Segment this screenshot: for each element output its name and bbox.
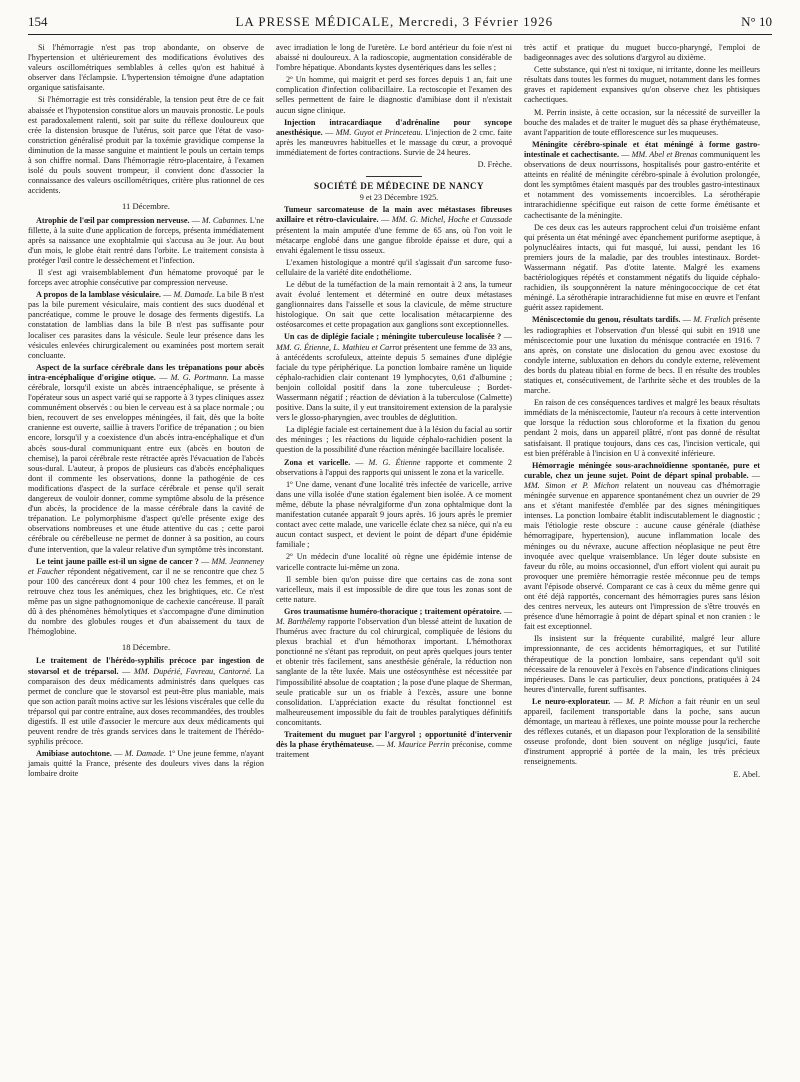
abstract-title: Un cas de diplégie faciale ; méningite tuberculeuse localisée ? [284, 332, 502, 342]
abstract-text: préconise, comme traitement [276, 740, 513, 760]
paragraph: En raison de ces conséquences tardives et malgré les beaux résultats immédiats de la méniscectomie, l'auteur n'a recours à cette intervention que lorsque la réduction sous chloroforme et la fixation du genou pendant 2 mois, dans un appareil plâtré, n'ont pas donné de résultat satisfaisant. Il pratique toujours, dans ces cas, l'incision verticale, qui est bien préférable à l'incision en U à convexité inférieure. [524, 398, 760, 458]
abstract-text: La masse cérébrale, lorsqu'il existe un abcès intraencéphalique, se présente à l'opérateur sous un aspect varié qui se rapporte à 3 types cliniques assez communément observés : ou bien le cerveau est à sa place normale ; ou bien, recouvert de ses enveloppes méningées, il fait, dès que la boîte cranienne est ouverte, saillie à travers l'orifice de trépanation ; ou bien encore, lorsqu'il y a coexistence d'un abcès intra-encéphalique et d'un abcès sous-dural communiquant entre eux (abcès en bouton de chemise), la paroi cérébrale reste rétractée après l'évacuation de l'abcès sous-dural. L'auteur, à propos de plusieurs cas d'abcès encéphaliques dont il commente les observations, donne la pathogénie de ces modifications d'aspect de la surface cérébrale et pense qu'il serait dangereux de vouloir donner, comme symptôme absolu de la présence d'un abcès, la procidence de la masse cérébrale dans la cavité de trépanation. Le polymorphisme d'aspect qu'elle présente exige des observations nombreuses et une étude attentive du cas ; cette paroi cérébrale ou cérébelleuse ne permet de donner à sa position, au cours d'une intervention, que la valeur relative d'un symptôme très inconstant. [28, 372, 265, 554]
session-date: 11 Décembre. [122, 201, 170, 212]
abstract-author: M. G. Portmann. [170, 372, 229, 382]
paragraph: Ils insistent sur la fréquente curabilité, malgré leur allure impressionnante, de ces accidents hémorragiques, et sur l'utilité thérapeutique de la ponction lombaire, sans cependant qu'il soit nécessaire de la renouveler à l'excès en l'absence d'indications cliniques impérieuses. Dans le cas particulier, deux ponctions, pratiquées à 24 heures d'intervalle, furent suffisantes. [524, 634, 760, 694]
abstract-title: Amibiase autochtone. [36, 749, 112, 759]
paragraph: Il s'est agi vraisemblablement d'un hématome provoqué par le forceps avec atrophie consécutive par compression nerveuse. [28, 267, 264, 288]
abstract: Méniscectomie du genou, résultats tardifs. — M. Frælich présente les radiographies et l'observation d'un blessé qui subit en 1918 une méniscectomie pour une luxation du ménisque contractée en 1916. 7 ans après, on constate une dislocation du genou avec exostose du condyle interne, subluxation en dehors du condyle externe, relèvement des bords du plateau tibial en forme de becs. Il en résulte des troubles statiques et, consécutivement, de l'arthrite sèche et des troubles de la marche. [524, 315, 761, 396]
abstract-title: Zona et varicelle. [284, 457, 351, 467]
abstract: Le neuro-explorateur. — M. P. Michon a fait réunir en un seul appareil, facilement transportable dans la poche, sans aucun démontage, un marteau à réflexes, une pointe mousse pour la recherche des réflexes cutanés, et un diapason pour l'exploration de la sensibilité osseuse profonde, dont bien souvent on néglige jusqu'ici, faute d'instrument approprié à portée de la main, les très précieux renseignements. [524, 696, 760, 767]
column-1 [28, 43, 264, 782]
paragraph: M. Perrin insiste, à cette occasion, sur la nécessité de surveiller la bouche des malades et de traiter le muguet dès sa phase érythémateuse, avant l'apparition de toute efflorescence sur les muqueuses. [524, 107, 760, 137]
section-divider [366, 176, 422, 177]
paragraph: Si l'hémorragie est très considérable, la tension peut être de ce fait abaissée et l'hypotension constitue alors un mauvais pronostic. Le pouls est paradoxalement ralenti, soit par suite du réflexe douloureux que crée la distension brusque de l'utérus, soit parce que l'état de vaso-constriction généralisé produit par la toxémie gravidique compense la diminution de la masse sanguine et maintient le pouls un certain temps à son chiffre normal. Dans l'hémorragie rétro-placentaire, à l'examen isolé du pouls souvent trompeur, il convient donc d'associer la connaissance des valeurs oscillométriques, critère plus rationnel de ces accidents. [28, 95, 264, 196]
abstract-author: M. Barthélemy [276, 616, 326, 626]
abstract-text: a fait réunir en un seul appareil, facilement transportable dans la poche, sans aucun démontage, un marteau à réflexes, une pointe mousse pour la recherche des réflexes cutanés, et un diapason pour l'exploration de la sensibilité osseuse profonde, dont bien souvent on néglige jusqu'ici, faute d'instrument approprié à portée de la main, les très précieux renseignements. [524, 696, 760, 767]
abstract-text: relatent un nouveau cas d'hémorragie méningée survenue en apparence spontanément chez un ouvrier de 29 ans et s'étant manifestée d'emblée par des signes méningitiques intenses. La ponction lombaire établit indiscutablement le diagnostic ; mais l'étiologie reste obscure : aucune cause générale (diathèse hémorragipare, hypertension), aucune inflammation locale des méninges ou du névraxe, aucune affection néoplasique ne peut être invoquée avec quelque vraisemblance. Un léger doute subsiste en faveur du rôle, au moins occasionnel, d'un effort violent qui aurait pu provoquer une première hémorragie restée méconnue peu de temps avant l'épisode observé. Comparant ce cas à ceux du même genre qui ont été déjà rapportés, concernant des hémorragies pures sans lésion des centres nerveux, les auteurs ont l'impression de s'être trouvés en présence d'une hémorragie à point de départ spinal et non cranien : le fait est exceptionnel. [524, 480, 761, 632]
paragraph: 2º Un médecin d'une localité où règne une épidémie intense de varicelle contracte lui-même un zona. [276, 552, 512, 572]
abstract-author: MM. Abel et Brenas [631, 149, 698, 159]
abstract-author: MM. Dupérié, Favreau, Cantorné. [133, 666, 252, 676]
abstract-text: La comparaison des deux médicaments administrés dans quelques cas permet de conclure que le stovarsol est peut-être plus maniable, mais que son action paraît moins active sur les lésions viscérales que celle du tréparsol qui par contre entraîne, aux doses recommandées, des troubles digestifs. Il est utile d'associer le mercure aux deux médicaments qui peuvent rendre de très grands services dans le traitement de l'hérédo-syphilis précoce. [28, 666, 264, 747]
abstract-title: Méningite cérébro-spinale et état méningé à forme gastro-intestinale et cachectisante. [524, 139, 760, 159]
abstract-title: A propos de la lamblase vésiculaire. [36, 290, 161, 300]
abstract-text: présentent une femme de 33 ans, à antécédents scrofuleux, atteinte depuis 5 semaines d'une diplégie faciale du type périphérique. La ponction lombaire ramène un liquide céphalo-rachidien clair contenant 19 lymphocytes, 0,61 d'albumine ; benjoin colloïdal positif dans la zone tuberculeuse ; Bordet-Wassermann négatif ; réaction de déviation à la tuberculose (Calmette) positive. Dans la suite, il y eut transitoirement extension de la paralysie vers le glosso-pharyngien, avec troubles de déglutition. [276, 342, 512, 423]
abstract-author: M. Damade. [124, 749, 166, 759]
abstract-title: Traitement du muguet par l'argyrol ; opportunité d'intervenir dès la phase érythémateuse. [276, 730, 512, 750]
abstract: Injection intracardiaque d'adrénaline pour syncope anesthésique. — MM. Guyot et Princeteau. L'injection de 2 cmc. faite après les manœuvres habituelles et le massage du cœur, a provoqué immédiatement de fortes contractions. Survie de 24 heures. [276, 117, 513, 157]
paragraph: très actif et pratique du muguet bucco-pharyngé, l'emploi de badigeonnages avec des solutions d'argyrol au dixième. [524, 43, 760, 63]
abstract: Atrophie de l'œil par compression nerveuse. — M. Cabannes. L'ne fillette, à la suite d'une application de forceps, présenta immédiatement après sa naissance une exophtalmie qui s'accusa au 3e jour. Au bout d'un mois, le globe était rentré dans l'orbite. Le traitement consista à protéger l'œil contre le dessèchement et l'infection. [28, 215, 265, 265]
paragraph: La diplégie faciale est certainement due à la lésion du facial au sortir des méninges ; les réactions du liquide céphalo-rachidien posent la question de la possibilité d'une réaction méningée bacillaire localisée. [276, 425, 512, 455]
abstract-title: Aspect de la surface cérébrale dans les trépanations pour abcès intra-encéphalique d'origine otique. [28, 362, 264, 382]
society-title: SOCIÉTÉ DE MÉDECINE DE NANCY [313, 181, 485, 192]
abstract: Le traitement de l'hérédo-syphilis précoce par ingestion de stovarsol et de tréparsol. — MM. Dupérié, Favreau, Cantorné. La comparaison des deux médicaments administrés dans quelques cas permet de conclure que le stovarsol est peut-être plus maniable, mais que son action paraît moins active sur les lésions viscérales que celle du tréparsol qui par contre entraîne, aux doses recommandées, des troubles digestifs. Il est utile d'associer le mercure aux deux médicaments qui peuvent rendre de très grands services dans le traitement de l'hérédo-syphilis précoce. [28, 656, 264, 747]
abstract-text: L'ne fillette, à la suite d'une application de forceps, présenta immédiatement après sa naissance une exophtalmie qui s'accusa au 3e jour. Au bout d'un mois, le globe était rentré dans l'orbite. Le traitement consista à protéger l'œil contre le dessèchement et l'infection. [28, 215, 265, 265]
abstract-text: L'injection de 2 cmc. faite après les manœuvres habituelles et le massage du cœur, a provoqué immédiatement de fortes contractions. Survie de 24 heures. [276, 127, 513, 157]
abstract-author: MM. G. Michel, Hoche et Caussade [391, 215, 513, 225]
abstract-author: M. Damade. [173, 290, 215, 300]
paragraph: L'examen histologique a montré qu'il s'agissait d'un sarcome fuso-cellulaire de la variété dite endothéliome. [276, 257, 512, 277]
signature: E. Abel. [733, 769, 760, 779]
abstract: Amibiase autochtone. — M. Damade. 1º Une jeune femme, n'ayant jamais quitté la France, présente des douleurs vives dans la région lombaire droite [28, 749, 265, 779]
abstract: Gros traumatisme huméro-thoracique ; traitement opératoire. — M. Barthélemy rapporte l'observation d'un blessé atteint de luxation de l'humérus avec fracture du col chirurgical, compliquée de lésions du plexus brachial et d'un hémothorax important. L'hémothorax ponctionné ne s'étant pas reproduit, on peut après quelques jours tenter et obtenir très facilement, sans anesthésie générale, la réduction non sanglante de la tête luxée. Mais une ostéosynthèse est nécessitée par l'impossibilité absolue de coaptation ; la pose d'une plaque de Sherman, seule praticable sur un os friable à l'excès, assure une bonne consolidation. L'appréciation exacte du résultat fonctionnel est malheureusement impossible du fait de troubles paralytiques définitifs concomitants. [276, 606, 513, 727]
abstract-title: Atrophie de l'œil par compression nerveuse. [36, 215, 190, 225]
paragraph: 2º Un homme, qui maigrit et perd ses forces depuis 1 an, fait une complication d'infection colibacillaire. La rectoscopie et l'examen des selles permettent de faire le diagnostic d'amibiase dont il n'existait aucun signe clinique. [276, 75, 512, 115]
abstract-author: MM. Simon et P. Michon [524, 480, 619, 490]
abstract-text: présente les radiographies et l'observation d'un blessé qui subit en 1918 une méniscectomie pour une luxation du ménisque contractée en 1916. 7 ans après, on constate une dislocation du genou avec exostose du condyle interne, subluxation en dehors du condyle externe, relèvement des bords du plateau tibial en forme de becs. Il en résulte des troubles statiques et, consécutivement, de l'arthrite sèche et des troubles de la marche. [524, 315, 761, 396]
society-date: 9 et 23 Décembre 1925. [359, 193, 439, 203]
paragraph: 1º Une dame, venant d'une localité très infectée de varicelle, arrive dans une villa isolée d'une station également bien isolée. A ce moment même, débute la phase névralgiforme d'un zona ophtalmique dont la manifestation cutanée apparaît 9 jours après. 16 jours après le premier contact avec cette malade, une varicelle éclate chez sa nièce, qui n'a eu aucun contact suspect, et devient le point de départ d'une épidémie familiale ; [276, 479, 512, 550]
abstract: A propos de la lamblase vésiculaire. — M. Damade. La bile B n'est pas la bile purement vésiculaire, mais contient des sucs duodénal et pancréatique, comme le prouve le dosage des ferments digestifs. La constatation de lamblias dans la bile B n'est pas suffisante pour localiser ces parasites dans la vésicule. Seule leur présence dans les vésicules enlevées chirurgicalement ou examinées post mortem serait concluante. [28, 290, 265, 360]
paragraph: Cette substance, qui n'est ni toxique, ni irritante, donne les meilleurs résultats dans toutes les formes du muguet, notamment dans les formes graves et rapidement expansives qu'on observe chez les phtisiques cachectiques. [524, 65, 760, 105]
paragraph: Le début de la tuméfaction de la main remontait à 2 ans, la tumeur avait évolué lentement et déterminé en outre deux métastases ganglionnaires dans l'aisselle et sous la clavicule, de même structure histologique. On sait que cette localisation métacarpienne des ostéosarcomes et cette propagation aux ganglions sont exceptionnelles. [276, 279, 512, 330]
paragraph: Si l'hémorragie n'est pas trop abondante, on observe de l'hypertension et ultérieurement des modifications évolutives des valeurs oscillométriques semblables à celles qu'on est habitué à observer dans l'éclampsie. L'hypertension témoigne d'une adaptation organique satisfaisante. [28, 43, 264, 93]
abstract-title: Injection intracardiaque d'adrénaline pour syncope anesthésique. [276, 117, 512, 137]
abstract-title: Le traitement de l'hérédo-syphilis précoce par ingestion de stovarsol et de tréparsol. [28, 656, 264, 676]
abstract-text: communiquent les observations de deux nourrissons, hospitalisés pour gastro-entérite et atteints en réalité de méningite cérébro-spinale à évolution prolongée, dont les symptômes étaient masqués par des troubles gastro-intestinaux et notamment des vomissements incoercibles. La sérothérapie intrarachidienne spécifique eut raison de cette forme émétisante et cachectisante de la méningite. [524, 149, 761, 220]
abstract-text: rapporte l'observation d'un blessé atteint de luxation de l'humérus avec fracture du col chirurgical, compliquée de lésions du plexus brachial et d'un hémothorax important. L'hémothorax ponctionné ne s'étant pas reproduit, on peut après quelques jours tenter et obtenir très facilement, sans anesthésie générale, la réduction non sanglante de la tête luxée. Mais une ostéosynthèse est nécessitée par l'impossibilité absolue de coaptation ; la pose d'une plaque de Sherman, seule praticable sur un os friable à l'excès, assure une bonne consolidation. L'appréciation exacte du résultat fonctionnel est malheureusement impossible du fait de troubles paralytiques définitifs concomitants. [276, 616, 513, 727]
abstract-title: Méniscectomie du genou, résultats tardifs. [532, 315, 681, 325]
abstract-author: MM. Guyot et Princeteau. [335, 127, 423, 137]
abstract: Zona et varicelle. — M. G. Étienne rapporte et commente 2 observations à l'appui des rapports qui unissent le zona et la varicelle. [276, 457, 513, 477]
paragraph: Il semble bien qu'on puisse dire que certains cas de zona sont varicelleux, mais il est impossible de dire que tous les zonas sont de cette nature. [276, 574, 512, 604]
column-3 [524, 43, 760, 782]
abstract-author: M. Cabannes. [201, 215, 248, 225]
abstract-text: répondent négativement, car il ne se rencontre que chez 5 pour 100 des cancéreux dont 4 pour 100 chez les femmes, et on le retrouve chez tous les anémiques, chez les brightiques, etc. Ce n'est même pas un signe pathognomonique de cachexie cancéreuse. Il paraît dû à des phénomènes hémolytiques et s'accompagne d'une diminution du nombre des globules rouges et d'un abaissement du taux de l'hémoglobine. [28, 566, 264, 637]
abstract-author: MM. Jeanneney et Faucher [28, 556, 265, 576]
signature: D. Frèche. [477, 160, 512, 170]
abstract-text: La bile B n'est pas la bile purement vésiculaire, mais contient des sucs duodénal et pancréatique, comme le prouve le dosage des ferments digestifs. La constatation de lamblias dans la bile B n'est pas suffisante pour localiser ces parasites dans la vésicule. Seule leur présence dans les vésicules enlevées chirurgicalement ou examinées post mortem serait concluante. [28, 290, 265, 360]
abstract-author: MM. G. Étienne, L. Mathieu et Carrot [276, 342, 402, 352]
abstract: Tumeur sarcomateuse de la main avec métastases fibreuses axillaire et rétro-claviculaire. — MM. G. Michel, Hoche et Caussade présentent la main amputée d'une femme de 65 ans, où l'on voit le métacarpe englobé dans une gangue fibroïde épaisse et dure, qui a envahi également le tissu osseux. [276, 205, 513, 255]
abstract-title: Hémorragie méningée sous-arachnoïdienne spontanée, pure et curable, chez un jeune sujet. Point de départ spinal probable. [524, 460, 760, 480]
abstract: Traitement du muguet par l'argyrol ; opportunité d'intervenir dès la phase érythémateuse. — M. Maurice Perrin préconise, comme traitement [276, 730, 513, 760]
abstract-text: rapporte et commente 2 observations à l'appui des rapports qui unissent le zona et la varicelle. [276, 457, 513, 477]
abstract: Un cas de diplégie faciale ; méningite tuberculeuse localisée ? — MM. G. Étienne, L. Mathieu et Carrot présentent une femme de 33 ans, à antécédents scrofuleux, atteinte depuis 5 semaines d'une diplégie faciale du type périphérique. La ponction lombaire ramène un liquide céphalo-rachidien clair contenant 19 lymphocytes, 0,61 d'albumine ; benjoin colloïdal positif dans la zone tuberculeuse ; Bordet-Wassermann négatif ; réaction de déviation à la tuberculose (Calmette) positive. Dans la suite, il y eut transitoirement extension de la paralysie vers le glosso-pharyngien, avec troubles de déglutition. [276, 332, 512, 423]
page-header [28, 14, 772, 35]
page-number: 154 [28, 14, 48, 29]
abstract-text: 1º Une jeune femme, n'ayant jamais quitté la France, présente des douleurs vives dans la région lombaire droite [28, 749, 265, 779]
abstract-title: Tumeur sarcomateuse de la main avec métastases fibreuses axillaire et rétro-claviculaire. [276, 205, 512, 225]
abstract: Aspect de la surface cérébrale dans les trépanations pour abcès intra-encéphalique d'origine otique. — M. G. Portmann. La masse cérébrale, lorsqu'il existe un abcès intraencéphalique, se présente à l'opérateur sous un aspect varié qui se rapporte à 3 types cliniques assez communément observés : ou bien le cerveau est à sa place normale ; ou bien, recouvert de ses enveloppes méningées, il fait, dès que la boîte cranienne est ouverte, saillie à travers l'orifice de trépanation ; ou bien encore, lorsqu'il y a coexistence d'un abcès intra-encéphalique et d'un abcès sous-dural communiquant entre eux (abcès en bouton de chemise), la paroi cérébrale reste rétractée après l'évacuation de l'abcès sous-dural. L'auteur, à propos de plusieurs cas d'abcès encéphaliques dont il commente les observations, donne la pathogénie de ces modifications d'aspect de la surface cérébrale et pense qu'il serait dangereux de vouloir donner, comme symptôme absolu de la présence d'un abcès, la procidence de la masse cérébrale dans la cavité de trépanation. Le polymorphisme d'aspect qu'elle présente exige des observations nombreuses et une étude attentive du cas ; cette paroi cérébrale ou cérébelleuse ne permet de donner à sa position, au cours d'une intervention, que la valeur relative d'un symptôme très inconstant. [28, 362, 265, 554]
issue-number: N° 10 [741, 14, 772, 29]
column-2 [276, 43, 512, 782]
session-date: 18 Décembre. [121, 642, 171, 653]
paragraph: De ces deux cas les auteurs rapprochent celui d'un troisième enfant qui présenta un état méningé avec épanchement puriforme aseptique, à polynucléaires intacts, qui fut masqué, lui aussi, pendant les 16 premiers jours de la maladie, par des troubles intestinaux. Bordet-Wassermann négatif. Pas d'otite latente. Malgré les examens bactériologiques répétés et constamment négatifs du liquide céphalo-rachidien, ils soupçonnèrent la nature méningococcique de cet état méningé. La sérothérapie intrarachidienne fut mise en œuvre et l'enfant guérit assez rapidement. [524, 222, 760, 313]
abstract-text: présentent la main amputée d'une femme de 65 ans, où l'on voit le métacarpe englobé dans une gangue fibroïde épaisse et dure, qui a envahi également le tissu osseux. [276, 225, 512, 255]
abstract-title: Gros traumatisme huméro-thoracique ; traitement opératoire. [284, 606, 502, 616]
abstract-author: M. P. Michon [626, 696, 674, 706]
abstract-title: Le teint jaune paille est-il un signe de cancer ? [36, 556, 199, 566]
abstract-title: Le neuro-explorateur. [532, 696, 611, 706]
abstract-author: M. Frælich [693, 315, 731, 325]
abstract: Le teint jaune paille est-il un signe de cancer ? — MM. Jeanneney et Faucher répondent négativement, car il ne se rencontre que chez 5 pour 100 des cancéreux dont 4 pour 100 chez les femmes, et on le retrouve chez tous les anémiques, chez les brightiques, etc. Ce n'est même pas un signe pathognomonique de cachexie cancéreuse. Il paraît dû à des phénomènes hémolytiques et s'accompagne d'une diminution du nombre des globules rouges et d'un abaissement du taux de l'hémoglobine. [28, 556, 265, 637]
abstract-author: M. G. Étienne [368, 457, 421, 467]
abstract-author: M. Maurice Perrin [386, 740, 450, 750]
paragraph: avec irradiation le long de l'uretère. Le bord antérieur du foie n'est ni abaissé ni douloureux. A la radioscopie, augmentation considérable de l'ombre hépatique. Abondants kystes dysentériques dans les selles ; [276, 43, 512, 73]
journal-title: LA PRESSE MÉDICALE, Mercredi, 3 Février 1926 [235, 14, 554, 29]
abstract: Méningite cérébro-spinale et état méningé à forme gastro-intestinale et cachectisante. — MM. Abel et Brenas communiquent les observations de deux nourrissons, hospitalisés pour gastro-entérite et atteints en réalité de méningite cérébro-spinale à évolution prolongée, dont les symptômes étaient masqués par des troubles gastro-intestinaux et notamment des vomissements incoercibles. La sérothérapie intrarachidienne spécifique eut raison de cette forme émétisante et cachectisante de la méningite. [524, 139, 761, 220]
abstract: Hémorragie méningée sous-arachnoïdienne spontanée, pure et curable, chez un jeune sujet. Point de départ spinal probable. — MM. Simon et P. Michon relatent un nouveau cas d'hémorragie méningée survenue en apparence spontanément chez un ouvrier de 29 ans et s'étant manifestée d'emblée par des signes méningitiques intenses. La ponction lombaire établit indiscutablement le diagnostic ; mais l'étiologie reste obscure : aucune cause générale (diathèse hémorragipare, hypertension), aucune inflammation locale des méninges ou du névraxe, aucune affection néoplasique ne peut être invoquée avec quelque vraisemblance. Un léger doute subsiste en faveur du rôle, au moins occasionnel, d'un effort violent qui aurait pu provoquer une première hémorragie restée méconnue peu de temps avant l'épisode observé. Comparant ce cas à ceux du même genre qui ont été déjà rapportés, concernant des hémorragies pures sans lésion des centres nerveux, les auteurs ont l'impression de s'être trouvés en présence d'une hémorragie à point de départ spinal et non cranien : le fait est exceptionnel. [524, 460, 761, 632]
